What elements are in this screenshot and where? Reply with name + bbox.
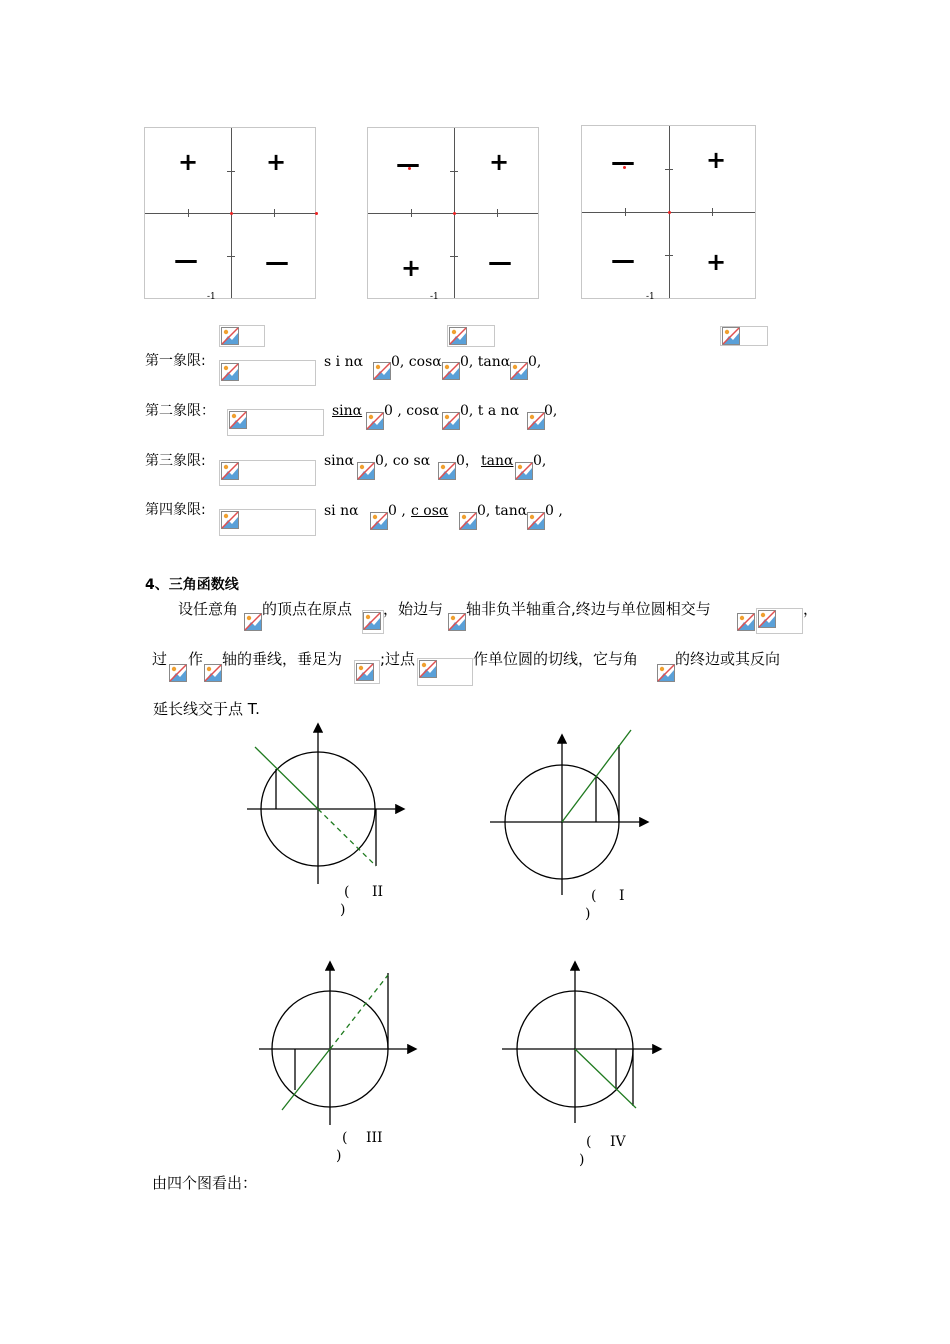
para-text: 作单位圆的切线，它与角 — [473, 650, 639, 668]
expr-tan: tanα — [481, 453, 514, 469]
para-text: 延长线交于点 T. — [153, 700, 260, 718]
sign-q4: — — [488, 248, 512, 276]
para-text: 过 — [152, 650, 168, 668]
expr-mid: 0， — [456, 453, 479, 469]
caption-close: ) — [579, 1152, 585, 1168]
para-text: 的顶点在原点 — [262, 600, 353, 618]
sign-q4: + — [706, 248, 727, 276]
expr-tan: 0, tanα — [460, 354, 511, 370]
circle-diagram-I — [490, 730, 647, 895]
axis-mark: -1 — [207, 292, 216, 302]
caption-close: ) — [336, 1148, 342, 1164]
sign-q1: + — [706, 146, 727, 174]
expr-end: 0, — [533, 453, 547, 469]
expr-cos: 0 , cosα — [384, 403, 440, 419]
sign-q2: + — [178, 148, 199, 176]
quadrant-label: 第四象限: — [145, 502, 206, 518]
caption-numeral: III — [366, 1130, 383, 1146]
para-text: ;过点 — [380, 650, 416, 668]
circle-diagram-III — [259, 963, 415, 1125]
sign-q2: — — [611, 148, 635, 176]
para-text: 设任意角 — [178, 600, 239, 618]
sign-q3: + — [401, 254, 422, 282]
quadrant-label: 第二象限： — [145, 403, 215, 419]
expr-end: 0, — [544, 403, 558, 419]
expr-sin: si nα — [324, 503, 359, 519]
expr-tan: 0, t a nα — [460, 403, 520, 419]
sign-q1: + — [266, 148, 287, 176]
sign-q4: — — [265, 248, 289, 276]
caption-close: ) — [585, 906, 591, 922]
expr-end: 0, — [528, 354, 542, 370]
caption-open: ( — [344, 884, 350, 900]
expr-cos: 0, cosα — [391, 354, 442, 370]
expr-tan: 0, tanα — [477, 503, 528, 519]
caption-open: ( — [342, 1130, 348, 1146]
para-text: 的终边或其反向 — [675, 650, 781, 668]
sign-q3: — — [174, 246, 198, 274]
para-text: 轴的垂线，垂足为 — [222, 650, 343, 668]
axis-mark: -1 — [646, 292, 655, 302]
expr-sin: s i nα — [324, 354, 364, 370]
sign-q3: — — [611, 246, 635, 274]
sign-q2: — — [396, 150, 420, 178]
para-text: ，始边与 — [383, 600, 444, 618]
caption-open: ( — [591, 888, 597, 904]
para-text: 作 — [188, 650, 204, 668]
conclusion-text: 由四个图看出： — [152, 1174, 258, 1192]
expr-cos: c osα — [411, 503, 449, 519]
circle-diagram-II — [247, 725, 403, 884]
caption-open: ( — [586, 1134, 592, 1150]
caption-numeral: IV — [610, 1134, 626, 1150]
quadrant-label: 第一象限: — [145, 353, 206, 369]
caption-numeral: II — [372, 884, 384, 900]
para-text: 轴非负半轴重合,终边与单位圆相交与 — [466, 600, 711, 618]
expr-mid: 0 , — [388, 503, 406, 519]
expr-end: 0 , — [545, 503, 563, 519]
caption-close: ) — [340, 902, 346, 918]
para-text: ， — [803, 600, 819, 618]
circle-diagram-IV — [502, 963, 660, 1123]
section-title: 4、三角函数线 — [145, 577, 239, 593]
expr-sin: sinα — [332, 403, 363, 419]
axis-mark: -1 — [430, 292, 439, 302]
caption-numeral: I — [619, 888, 625, 904]
expr-sin: sinα — [324, 453, 355, 469]
sign-q1: + — [489, 148, 510, 176]
quadrant-label: 第三象限: — [145, 453, 206, 469]
expr-cos: 0, co sα — [375, 453, 431, 469]
